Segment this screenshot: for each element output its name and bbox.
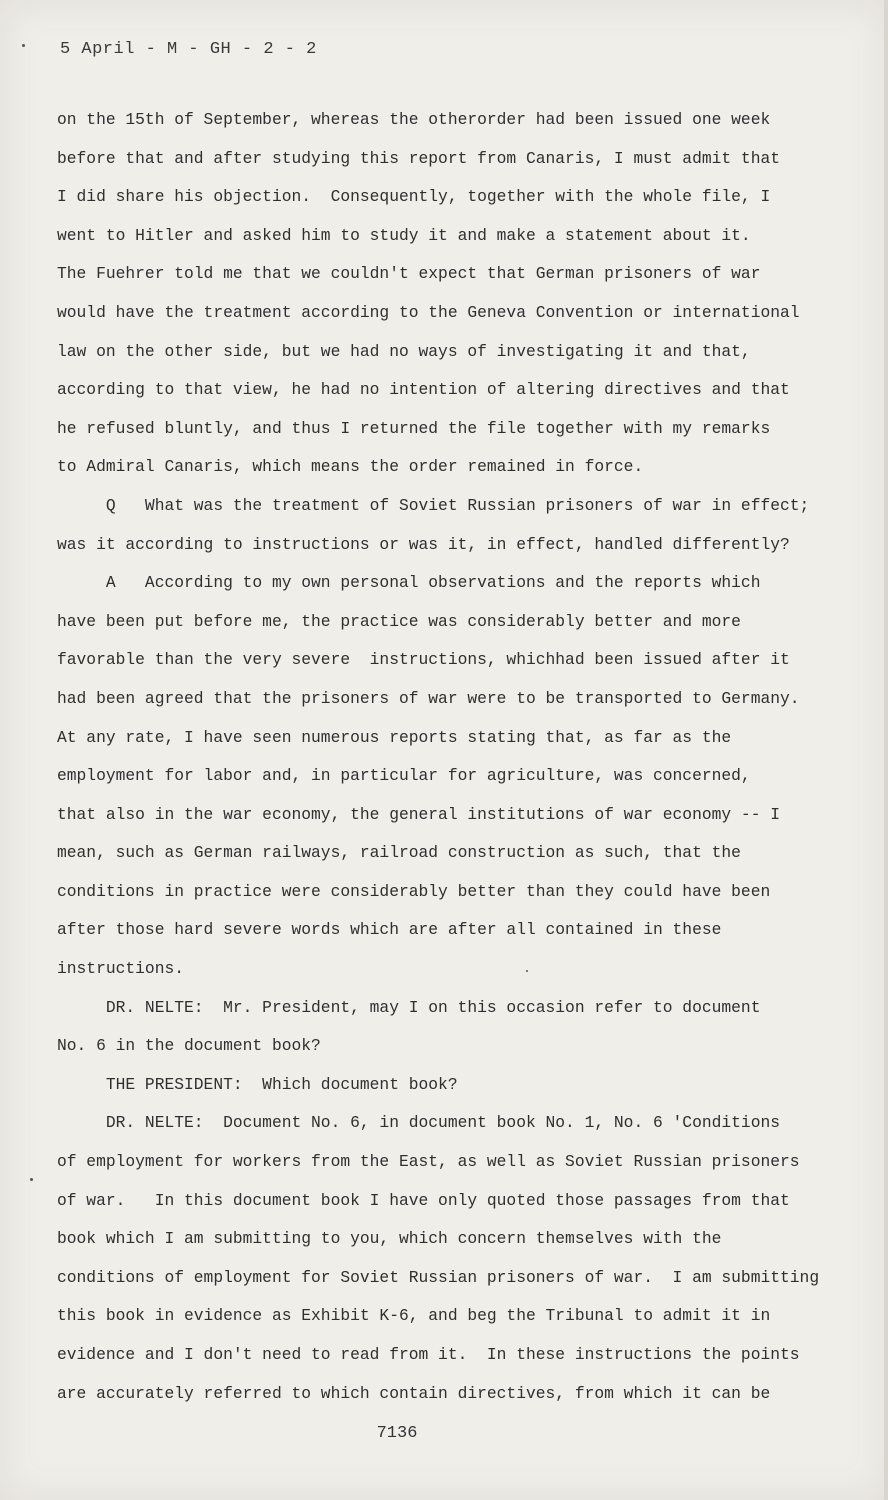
page-number: 7136 <box>376 1424 418 1443</box>
text-line: went to Hitler and asked him to study it and make a statement about it. <box>57 225 751 245</box>
text-line: of war. In this document book I have only quoted those passages from that <box>57 1190 790 1210</box>
page-header: 5 April - M - GH - 2 - 2 <box>60 40 317 59</box>
text-line: conditions in practice were considerably better than they could have been <box>57 881 771 901</box>
ink-speck <box>526 970 528 972</box>
text-line: evidence and I don't need to read from it. In these instructions the points <box>57 1345 800 1364</box>
text-line: mean, such as German railways, railroad construction as such, that the <box>57 843 741 863</box>
transcript-body <box>57 101 820 1413</box>
text-line: would have the treatment according to the Geneva Convention or international <box>57 302 800 322</box>
text-line: The Fuehrer told me that we couldn't expect that German prisoners of war <box>57 264 761 284</box>
page-edge-shadow <box>884 0 888 1500</box>
text-line: DR. NELTE: Document No. 6, in document book No. 1, No. 6 'Conditions <box>57 1113 781 1133</box>
ink-speck <box>22 44 25 47</box>
text-line: conditions of employment for Soviet Russian prisoners of war. I am submitting <box>57 1267 820 1287</box>
text-line: of employment for workers from the East, as well as Soviet Russian prisoners <box>57 1152 800 1172</box>
text-line: law on the other side, but we had no ways of investigating it and that, <box>57 341 751 361</box>
text-line: No. 6 in the document book? <box>57 1036 321 1056</box>
text-line: employment for labor and, in particular for agriculture, was concerned, <box>57 766 751 786</box>
text-line: before that and after studying this report from Canaris, I must admit that <box>57 148 781 168</box>
text-line: have been put before me, the practice was considerably better and more <box>57 611 741 631</box>
text-line: he refused bluntly, and thus I returned the file together with my remarks <box>57 418 771 438</box>
text-line: At any rate, I have seen numerous reports stating that, as far as the <box>57 727 732 747</box>
text-line: are accurately referred to which contain directives, from which it can be <box>57 1383 771 1403</box>
text-line: favorable than the very severe instructions, whichhad been issued after it <box>57 650 790 670</box>
text-line: book which I am submitting to you, which concern themselves with the <box>57 1229 722 1249</box>
text-line: was it according to instructions or was it, in effect, handled differently? <box>57 534 790 554</box>
text-line: I did share his objection. Consequently, together with the whole file, I <box>57 187 771 207</box>
text-line: this book in evidence as Exhibit K-6, and beg the Tribunal to admit it in <box>57 1306 771 1326</box>
text-line: after those hard severe words which are after all contained in these <box>57 920 722 940</box>
text-line: THE PRESIDENT: Which document book? <box>57 1074 458 1094</box>
text-line: to Admiral Canaris, which means the order remained in force. <box>57 457 644 477</box>
text-line: A According to my own personal observations and the reports which <box>57 573 761 593</box>
text-line: DR. NELTE: Mr. President, may I on this occasion refer to document <box>57 997 761 1017</box>
text-line: that also in the war economy, the general institutions of war economy -- I <box>57 804 781 824</box>
text-line: instructions. <box>57 959 185 979</box>
ink-speck <box>30 1178 33 1181</box>
text-line: Q What was the treatment of Soviet Russian prisoners of war in effect; <box>57 495 810 515</box>
text-line: according to that view, he had no intention of altering directives and that <box>57 380 790 400</box>
text-line: had been agreed that the prisoners of war were to be transported to Germany. <box>57 688 800 708</box>
text-line: on the 15th of September, whereas the otherorder had been issued one week <box>57 110 771 129</box>
